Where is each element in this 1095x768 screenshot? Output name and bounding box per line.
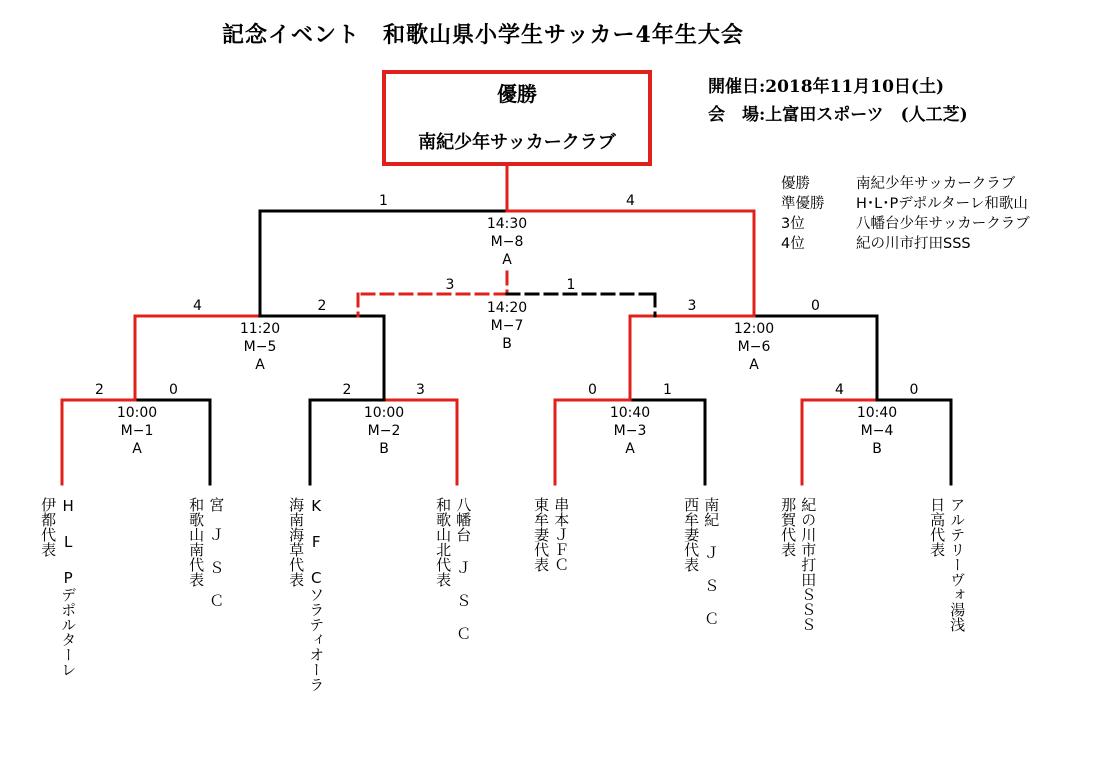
ranking-team-3: 八幡台少年サッカークラブ: [856, 216, 1030, 232]
m7-court: B: [502, 336, 512, 352]
m8-score-left: 1: [379, 193, 388, 209]
m2-score-right: 3: [416, 382, 425, 398]
team-name-line: 日高代表: [928, 497, 947, 557]
ranking-place-1: 優勝: [781, 176, 810, 192]
team-name-3: [286, 497, 326, 692]
team-name-line: 那賀代表: [779, 497, 798, 557]
m1-court: A: [132, 441, 142, 457]
team-name-7: [778, 497, 818, 632]
team-name-line: 東牟妻代表: [532, 497, 551, 572]
m2-time: 10:00: [363, 405, 405, 421]
m4-score-right: 0: [909, 382, 919, 398]
m4-court: B: [872, 441, 882, 457]
m6-score-right: 0: [811, 298, 820, 314]
team-name-line: 和歌山南代表: [187, 497, 206, 587]
m8-code: M−8: [490, 234, 524, 250]
m3-code: M−3: [613, 423, 647, 439]
ranking-team-2: H･L･Pデポルターレ和歌山: [856, 196, 1028, 212]
team-name-line: 海南海草代表: [287, 497, 306, 587]
m5-code: M−5: [243, 339, 277, 355]
team-name-1: [38, 497, 78, 677]
m5-score-left: 4: [193, 298, 202, 314]
m1-score-right: 0: [169, 382, 178, 398]
page-title: 記念イベント 和歌山県小学生サッカー4年生大会: [222, 22, 744, 48]
m8-court: A: [502, 252, 512, 268]
team-name-5: [531, 497, 571, 572]
team-name-2: [186, 497, 226, 608]
team-name-6: [681, 497, 721, 626]
m6-court: A: [749, 357, 759, 373]
m3-score-left: 0: [588, 382, 597, 398]
m5-court: A: [255, 357, 265, 373]
m2-score-left: 2: [342, 382, 352, 398]
m7-score-left: 3: [445, 277, 455, 293]
m4-code: M−4: [860, 423, 894, 439]
ranking-team-1: 南紀少年サッカークラブ: [856, 176, 1016, 192]
ranking-place-2: 準優勝: [781, 196, 825, 212]
team-name-line: 西牟妻代表: [682, 497, 701, 572]
champion-heading: 優勝: [497, 82, 537, 106]
m5-score-right: 2: [317, 298, 327, 314]
team-name-line: 宮 Ｊ Ｓ Ｃ: [207, 497, 226, 608]
m8-score-right: 4: [626, 193, 635, 209]
m6-score-left: 3: [687, 298, 697, 314]
ranking-place-3: 3位: [781, 216, 805, 232]
team-name-4: [433, 497, 473, 641]
m8-time: 14:30: [486, 216, 528, 232]
team-name-line: H L Pデポルターレ: [59, 497, 78, 677]
team-name-line: 紀の川市打田ＳＳＳ: [799, 497, 818, 632]
m1-score-left: 2: [95, 382, 104, 398]
m7-score-right: 1: [566, 277, 576, 293]
m5-time: 11:20: [239, 321, 281, 337]
team-name-line: 八幡台 Ｊ Ｓ Ｃ: [454, 497, 473, 641]
team-name-line: K F Cソラティオーラ: [307, 497, 326, 692]
champion-team: 南紀少年サッカークラブ: [418, 132, 616, 153]
m6-code: M−6: [737, 339, 771, 355]
ranking-place-4: 4位: [781, 236, 805, 252]
team-name-line: 南紀 Ｊ Ｓ Ｃ: [702, 497, 721, 626]
team-name-8: [927, 497, 967, 632]
m6-time: 12:00: [733, 321, 775, 337]
m3-time: 10:40: [609, 405, 651, 421]
team-name-line: 和歌山北代表: [434, 497, 453, 587]
m7-code: M−7: [490, 318, 524, 334]
m3-score-right: 1: [663, 382, 672, 398]
team-name-line: 伊都代表: [39, 497, 58, 557]
m2-code: M−2: [367, 423, 401, 439]
m2-court: B: [379, 441, 389, 457]
m3-court: A: [625, 441, 635, 457]
m1-code: M−1: [120, 423, 154, 439]
m7-time: 14:20: [486, 300, 528, 316]
team-name-line: アルテリーヴォ湯浅: [948, 497, 967, 632]
event-venue: 会 場:上富田スポーツ (人工芝): [708, 105, 968, 125]
m4-time: 10:40: [856, 405, 898, 421]
team-name-line: 串本ＪＦＣ: [552, 497, 571, 572]
m4-score-left: 4: [835, 382, 844, 398]
event-date: 開催日:2018年11月10日(土): [708, 77, 944, 97]
ranking-team-4: 紀の川市打田SSS: [856, 236, 971, 252]
m1-time: 10:00: [116, 405, 158, 421]
